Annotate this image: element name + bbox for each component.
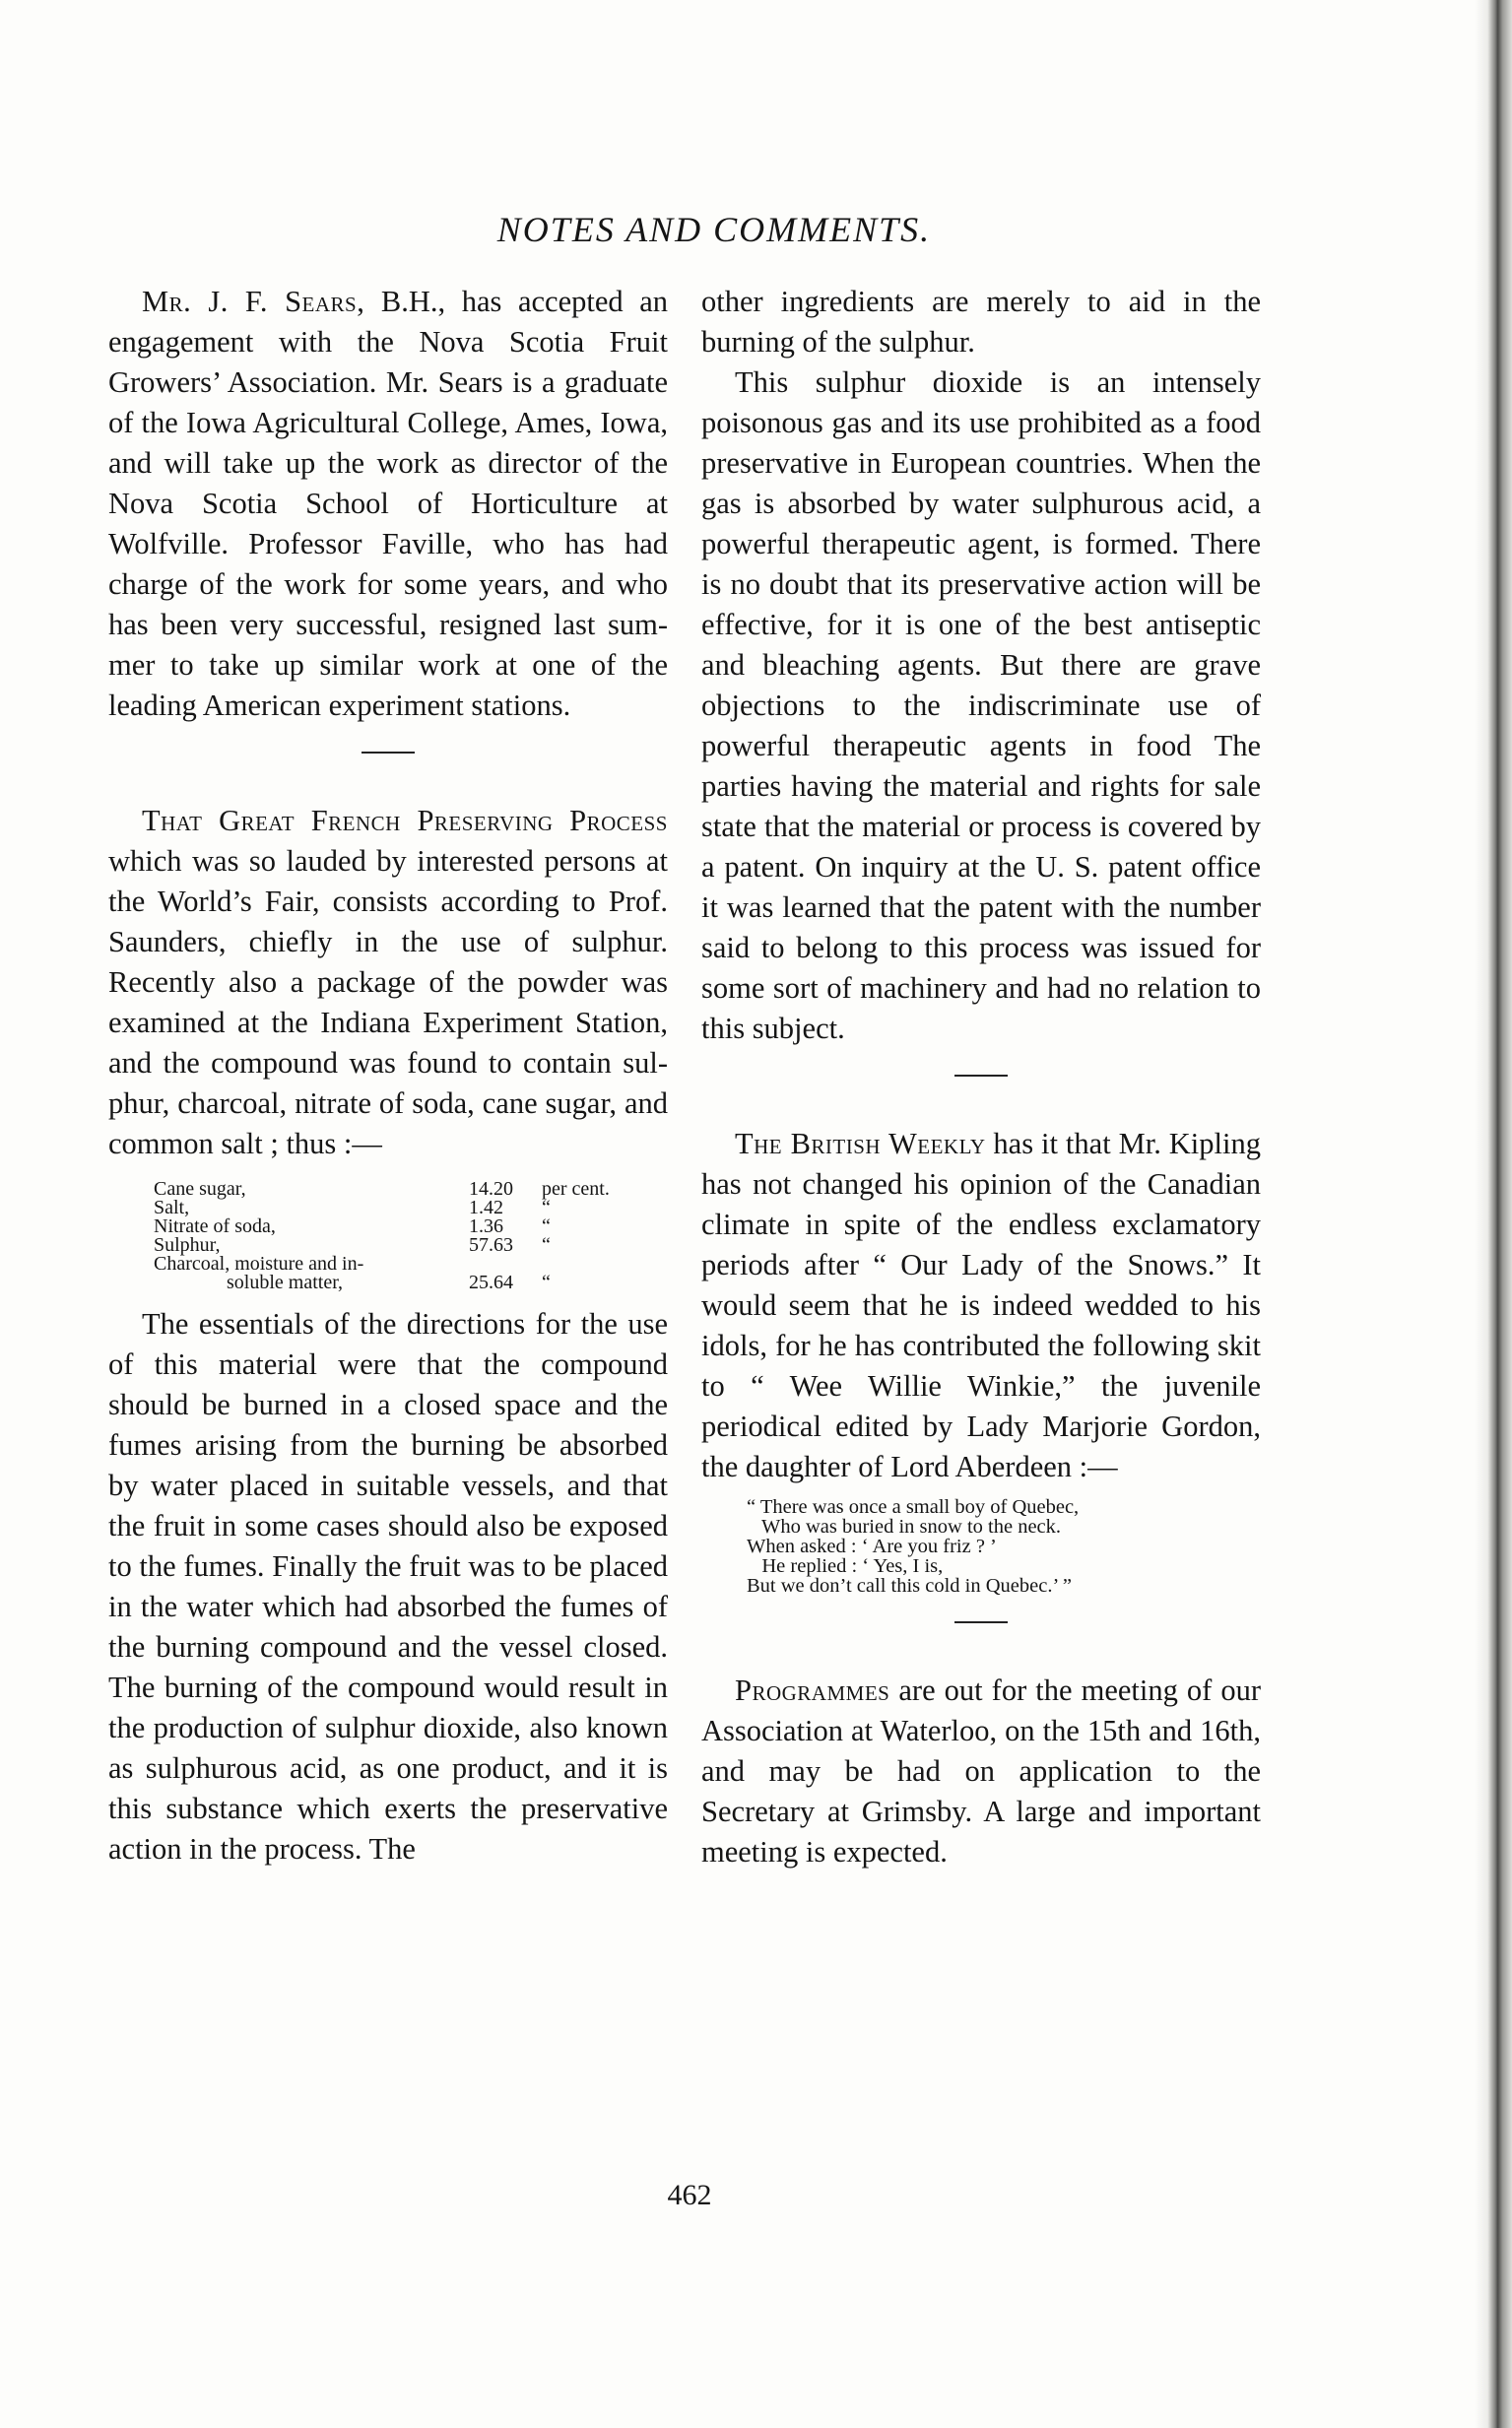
kipling-verse: [747, 1497, 1261, 1596]
lead-in-sears: Mr. J. F. Sears,: [142, 285, 365, 318]
table-value: 14.20: [469, 1178, 513, 1200]
verse-line: He replied : ‘ Yes, I is,: [747, 1555, 944, 1577]
running-head: NOTES AND COMMENTS.: [496, 210, 932, 249]
table-value: 25.64: [469, 1272, 513, 1293]
paragraph-directions: The essentials of the directions for the use of this material were that the compound should be burned in a closed space and the fumes arising from the burning be absorbed by water placed in suitable vessels, and that the fruit in some cases should also be exposed to the fumes. Finally the fruit was to be placed in the water which had absorbed the fumes of the burning compound and the vessel closed. The burning of the compound would result in the production of sulphur dioxide, also known as sulphurous acid, as one product, and it is this substance which exerts the preservative action in the process. The: [108, 1307, 668, 1866]
paragraph-sears-body: B.H., has accepted an engagement with the Nova Scotia Fruit Growers’ Association. Mr. Sears is a graduate of the Iowa Agricultural College, Ames, Iowa, and will take up the work as director of the Nova Scotia School of Horticulture at Wolfville. Professor Faville, who has had charge of the work for some years, and who has been very successful, resigned last summer to take up similar work at one of the leading American experiment stations.: [108, 285, 668, 722]
table-unit: “: [542, 1215, 551, 1237]
page-edge-shadow: [1475, 0, 1512, 2428]
table-label: soluble matter,: [227, 1272, 344, 1293]
left-column: [108, 282, 668, 1870]
verse-line: But we don’t call this cold in Quebec.’ ”: [747, 1575, 1073, 1597]
verse-line: “ There was once a small boy of Quebec,: [747, 1496, 1080, 1518]
lead-in-french-process: That Great French Preserving Process: [142, 804, 668, 837]
table-label: Salt,: [154, 1197, 190, 1218]
verse-line: Who was buried in snow to the neck.: [747, 1516, 1062, 1538]
table-value: 1.36: [469, 1215, 503, 1237]
paragraph-british-weekly-body: has it that Mr. Kipling has not changed his opinion of the Canadian climate in spite of the endless exclamatory periods after “ Our Lady of the Snows.” It would seem that he is indeed wedded to his idols, for he has contributed the following skit to “ Wee Willie Winkie,” the juvenile periodical edited by Lady Marjorie Gordon, the daughter of Lord Aberdeen :—: [701, 1127, 1261, 1483]
table-row: [154, 1180, 636, 1199]
table-unit: “: [542, 1197, 551, 1218]
verse-line: When asked : ‘ Are you friz ? ’: [747, 1536, 997, 1557]
table-row: [154, 1274, 636, 1292]
paragraph-programmes-body: are out for the meeting of our Association at Waterloo, on the 15th and 16th, and may be had on application to the Secretary at Grimsby. A large and important meeting is expected.: [701, 1673, 1261, 1869]
section-divider: [954, 1621, 1008, 1623]
paragraph-french-process-body: which was so lauded by interested persons at the World’s Fair, consists according to Prof. Saunders, chiefly in the use of sulphur. Recently also a package of the powder was examined at the Indiana Experiment Station, and the compound was found to contain sulphur, charcoal, nitrate of soda, cane sugar, and common salt ; thus :—: [108, 844, 668, 1160]
paragraph-programmes: [701, 1671, 1261, 1872]
paragraph-sears: [108, 282, 668, 726]
paragraph-british-weekly: [701, 1124, 1261, 1487]
table-unit: per cent.: [542, 1178, 610, 1200]
table-value: 57.63: [469, 1234, 513, 1256]
paragraph-french-process: [108, 801, 668, 1164]
section-divider: [362, 752, 415, 754]
table-label: Sulphur,: [154, 1234, 221, 1256]
lead-in-programmes: Programmes: [735, 1673, 890, 1707]
table-row: [154, 1217, 636, 1236]
table-label: Charcoal, moisture and in-: [154, 1253, 364, 1275]
table-value: 1.42: [469, 1197, 503, 1218]
table-label: Nitrate of soda,: [154, 1215, 276, 1237]
paragraph-sulphur-dioxide: This sulphur dioxide is an intensely poisonous gas and its use prohibited as a food preservative in European countries. When the gas is absorbed by water sulphurous acid, a powerful therapeutic agent, is formed. There is no doubt that its preservative action will be effective, for it is one of the best antiseptic and bleaching agents. But there are grave objections to the indiscriminate use of powerful therapeutic agents in food The parties having the material and rights for sale state that the material or process is covered by a patent. On inquiry at the U. S. patent office it was learned that the patent with the number said to belong to this process was issued for some sort of machinery and had no relation to this subject.: [701, 365, 1261, 1045]
paragraph-continued: other ingredients are merely to aid in the burning of the sulphur.: [701, 285, 1261, 359]
table-label: Cane sugar,: [154, 1178, 246, 1200]
table-unit: “: [542, 1234, 551, 1256]
page-number: 462: [667, 2179, 712, 2211]
section-divider: [954, 1075, 1008, 1077]
table-unit: “: [542, 1272, 551, 1293]
composition-table: [154, 1180, 636, 1292]
lead-in-british-weekly: The British Weekly: [735, 1127, 986, 1160]
right-column: [701, 282, 1261, 1872]
